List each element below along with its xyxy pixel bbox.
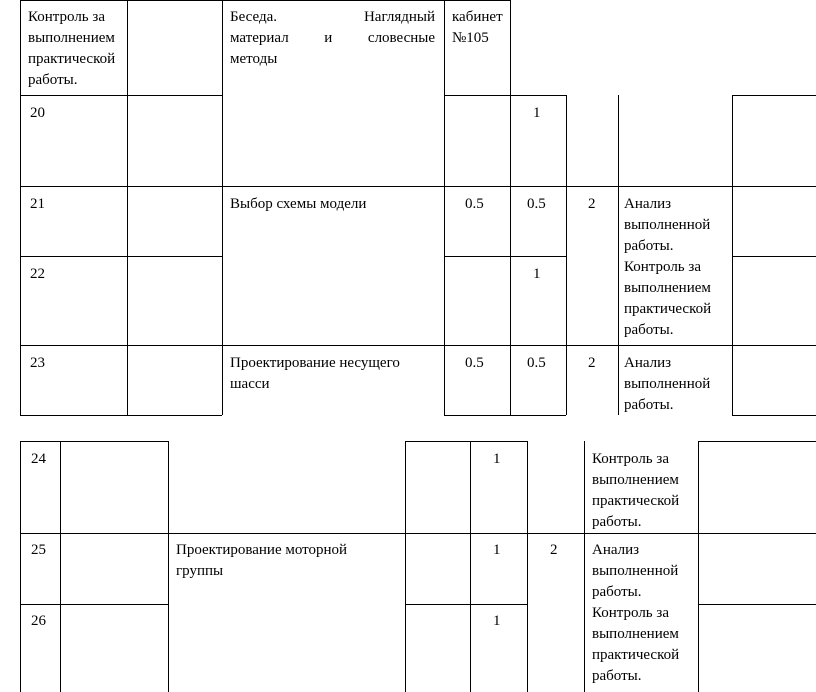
practice-hours: 1 (493, 542, 501, 558)
practice-hours: 1 (493, 451, 501, 467)
form-line: выполнением (592, 626, 679, 642)
t2-top-c (698, 441, 816, 442)
control-line: практической (28, 51, 116, 67)
lesson-topic: Выбор схемы модели (230, 196, 367, 212)
t1-rule-bottom-c (732, 415, 816, 416)
form-line: Анализ (624, 355, 672, 371)
t1-rule-22 (20, 345, 816, 346)
practice-hours: 1 (493, 613, 501, 629)
method-line-3: методы (230, 51, 278, 67)
form-line: Контроль за (592, 451, 669, 467)
form-line: выполнением (624, 280, 711, 296)
form-line: практической (592, 493, 680, 509)
t1-rule-20 (20, 186, 816, 187)
t2-col-1 (60, 441, 61, 692)
form-line: работы. (592, 668, 642, 684)
row-number: 20 (30, 105, 45, 121)
t2-rule-25a (20, 604, 168, 605)
t1-rule-header-b (444, 95, 566, 96)
t2-col-0 (20, 441, 21, 692)
lesson-topic: шасси (230, 376, 270, 392)
t1-rule-21a (20, 256, 222, 257)
practice-hours: 0.5 (527, 355, 546, 371)
form-line: работы. (592, 514, 642, 530)
form-line: работы. (592, 584, 642, 600)
form-line: выполненной (624, 217, 711, 233)
t1-top-border (20, 0, 510, 1)
form-line: работы. (624, 397, 674, 413)
total-hours: 2 (588, 196, 596, 212)
row-number: 23 (30, 355, 45, 371)
t2-col-3 (405, 441, 406, 692)
form-line: выполненной (624, 376, 711, 392)
row-number: 26 (31, 613, 46, 629)
t2-rule-25c (698, 604, 816, 605)
t1-col-5 (566, 95, 567, 415)
control-line: выполнением (28, 30, 115, 46)
form-line: Анализ (624, 196, 672, 212)
lesson-topic: Проектирование несущего (230, 355, 400, 371)
form-line: практической (624, 301, 712, 317)
method-word: и (324, 30, 333, 46)
t1-rule-bottom-b (444, 415, 566, 416)
control-line: Контроль за (28, 9, 105, 25)
theory-hours: 0.5 (465, 196, 484, 212)
form-line: работы. (624, 322, 674, 338)
t1-rule-header-c (732, 95, 816, 96)
row-number: 24 (31, 451, 46, 467)
t1-col-1 (127, 0, 128, 415)
t2-col-5 (527, 441, 528, 692)
lesson-topic: группы (176, 563, 224, 579)
t2-col-4 (470, 441, 471, 692)
t2-col-7 (698, 441, 699, 692)
row-number: 25 (31, 542, 46, 558)
t1-col-7 (732, 95, 733, 415)
practice-hours: 1 (533, 266, 541, 282)
t1-col-0 (20, 0, 21, 415)
t2-top-a (20, 441, 168, 442)
form-line: Анализ (592, 542, 640, 558)
form-line: выполненной (592, 563, 679, 579)
row-number: 22 (30, 266, 45, 282)
form-line: выполнением (592, 472, 679, 488)
method-word: Беседа. (230, 9, 277, 25)
method-word: материал (230, 30, 289, 46)
lesson-topic: Проектирование моторной (176, 542, 348, 558)
form-line: Контроль за (624, 259, 701, 275)
t1-rule-21b (444, 256, 566, 257)
form-line: работы. (624, 238, 674, 254)
room-line: №105 (452, 30, 489, 46)
t1-col-6 (618, 95, 619, 415)
t1-col-4 (510, 0, 511, 415)
practice-hours: 1 (533, 105, 541, 121)
room-line: кабинет (452, 9, 503, 25)
method-word: словесные (367, 30, 435, 46)
t2-col-2 (168, 441, 169, 692)
t1-rule-header (20, 95, 222, 96)
practice-hours: 0.5 (527, 196, 546, 212)
t1-col-3 (444, 0, 445, 415)
row-number: 21 (30, 196, 45, 212)
control-line: работы. (28, 72, 78, 88)
method-line-1 (230, 7, 435, 28)
total-hours: 2 (588, 355, 596, 371)
t2-col-6 (584, 441, 585, 692)
theory-hours: 0.5 (465, 355, 484, 371)
form-line: практической (592, 647, 680, 663)
t2-rule-25b (405, 604, 527, 605)
t2-rule-24 (20, 533, 816, 534)
t2-top-b (405, 441, 527, 442)
t1-rule-bottom-a (20, 415, 222, 416)
total-hours: 2 (550, 542, 558, 558)
t1-rule-21c (732, 256, 816, 257)
method-word: Наглядный (363, 9, 435, 25)
form-line: Контроль за (592, 605, 669, 621)
method-line-2 (230, 28, 435, 49)
t1-col-2 (222, 0, 223, 415)
